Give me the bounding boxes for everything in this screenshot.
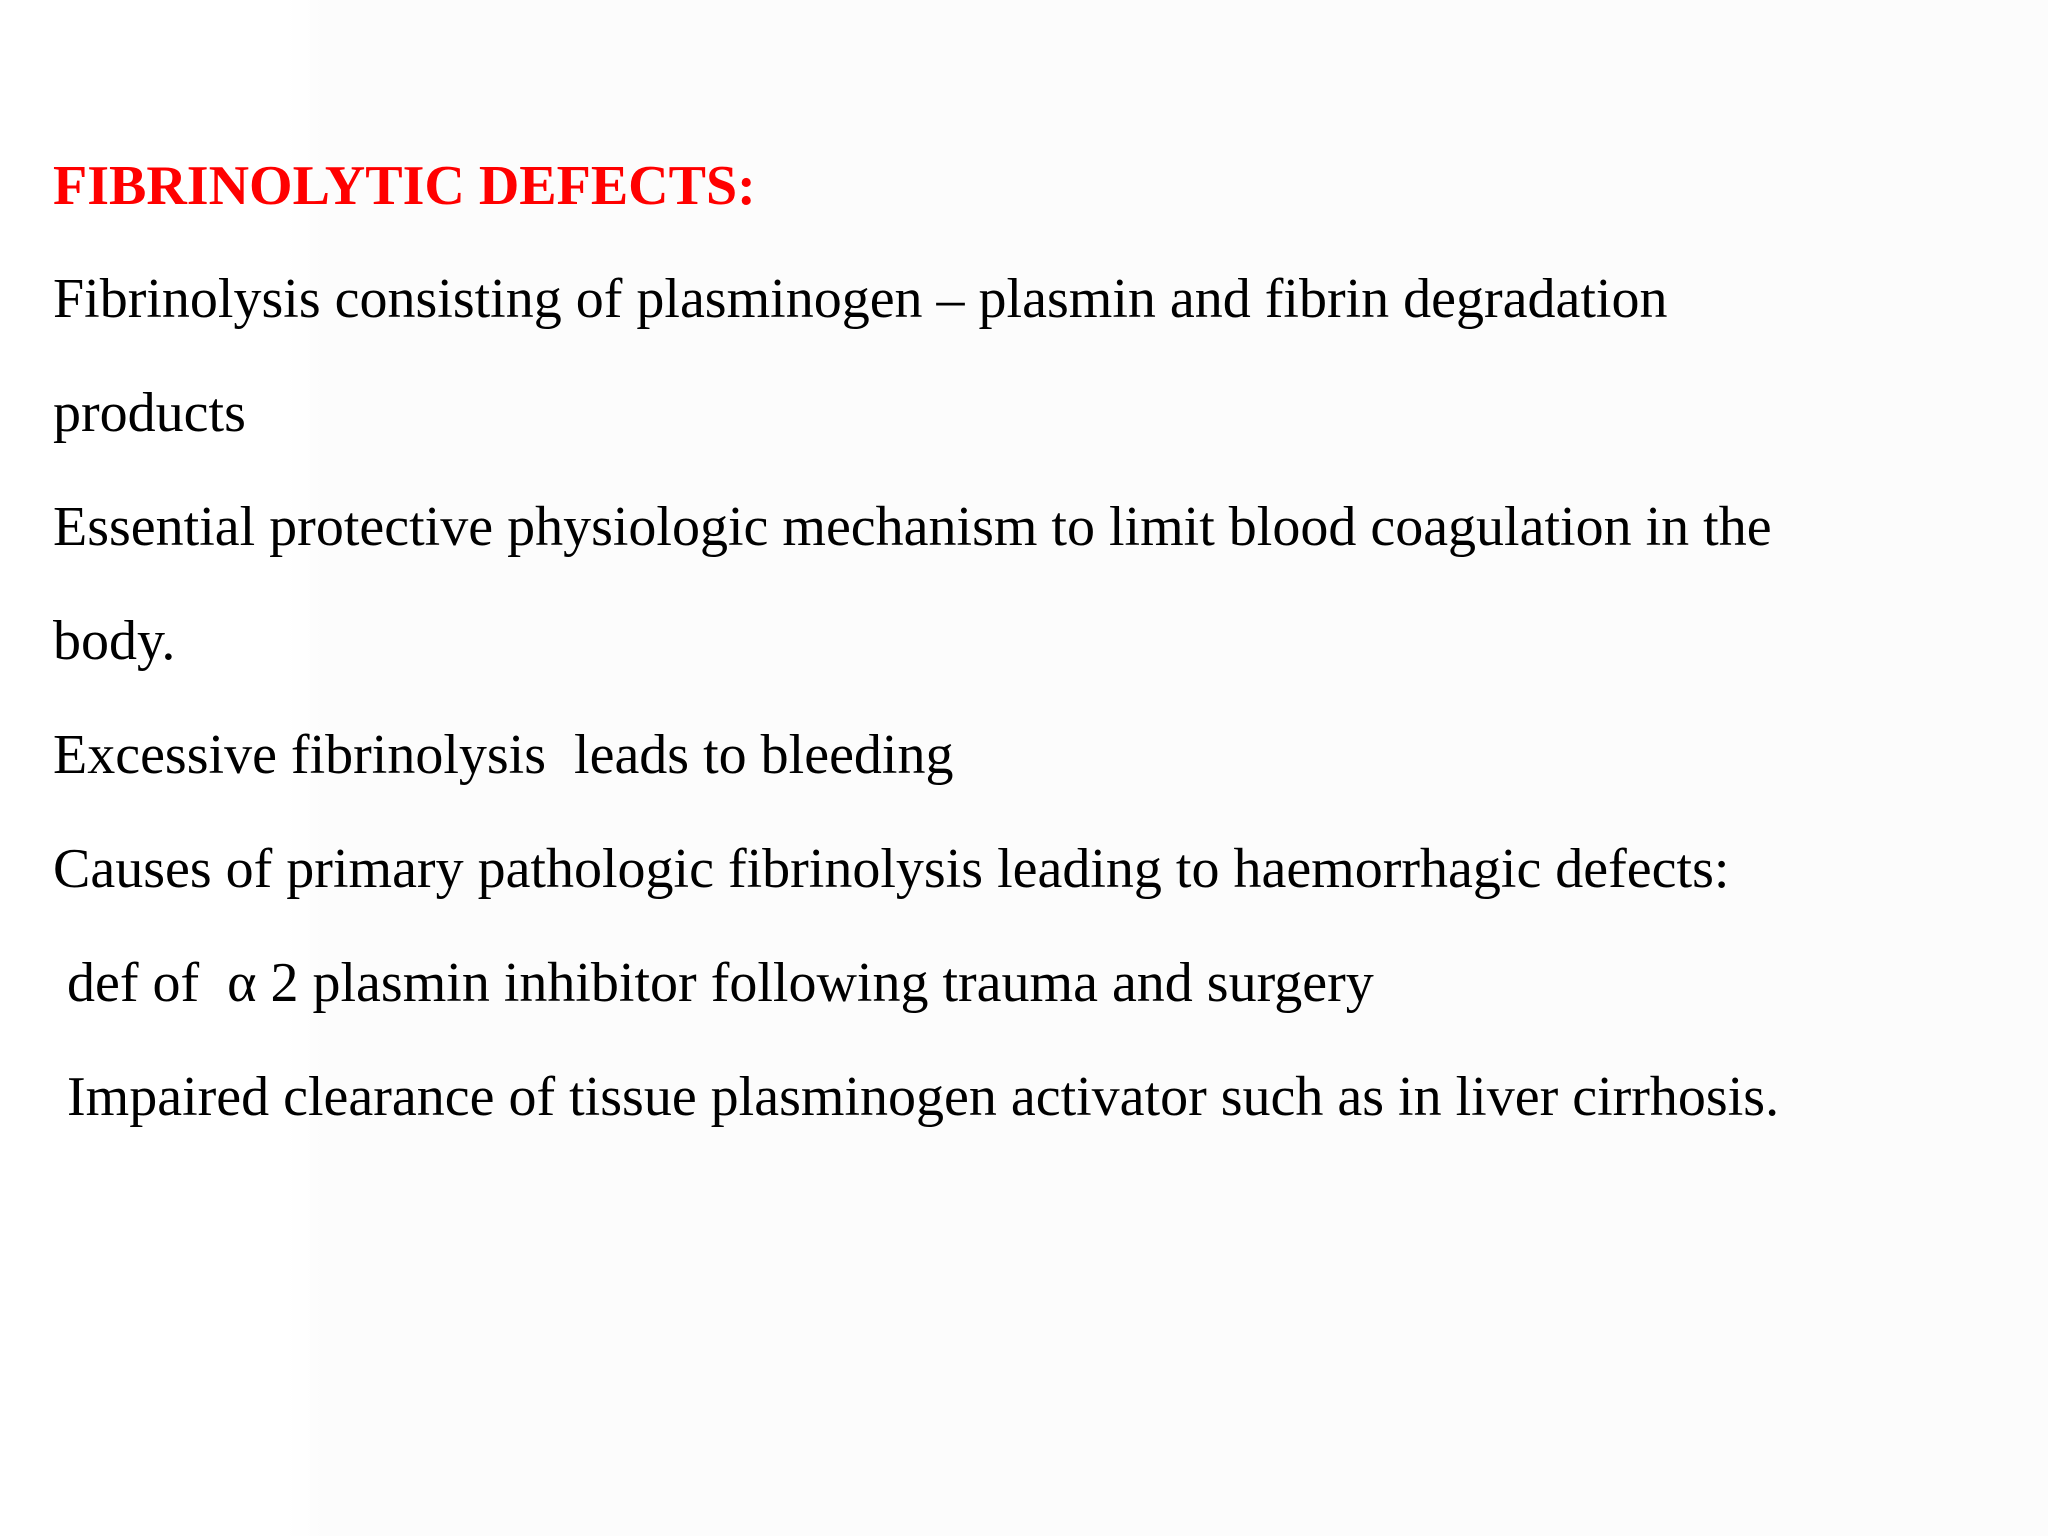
- text-line-fibrinolysis-definition: Fibrinolysis consisting of plasminogen – plasmin and fibrin degradation: [53, 268, 1668, 330]
- text-line-products: products: [53, 382, 246, 444]
- text-line-excessive-fibrinolysis: Excessive fibrinolysis leads to bleeding: [53, 724, 954, 786]
- text-line-causes: Causes of primary pathologic fibrinolysis leading to haemorrhagic defects:: [53, 838, 1730, 900]
- text-line-body: body.: [53, 610, 176, 672]
- text-line-alpha2-deficiency: def of α 2 plasmin inhibitor following trauma and surgery: [53, 952, 1374, 1014]
- text-line-protective-mechanism: Essential protective physiologic mechanism to limit blood coagulation in the: [53, 496, 1772, 558]
- slide-content: [53, 146, 2013, 1171]
- slide-heading: FIBRINOLYTIC DEFECTS:: [53, 155, 756, 217]
- text-line-impaired-clearance: Impaired clearance of tissue plasminogen activator such as in liver cirrhosis.: [53, 1066, 1780, 1128]
